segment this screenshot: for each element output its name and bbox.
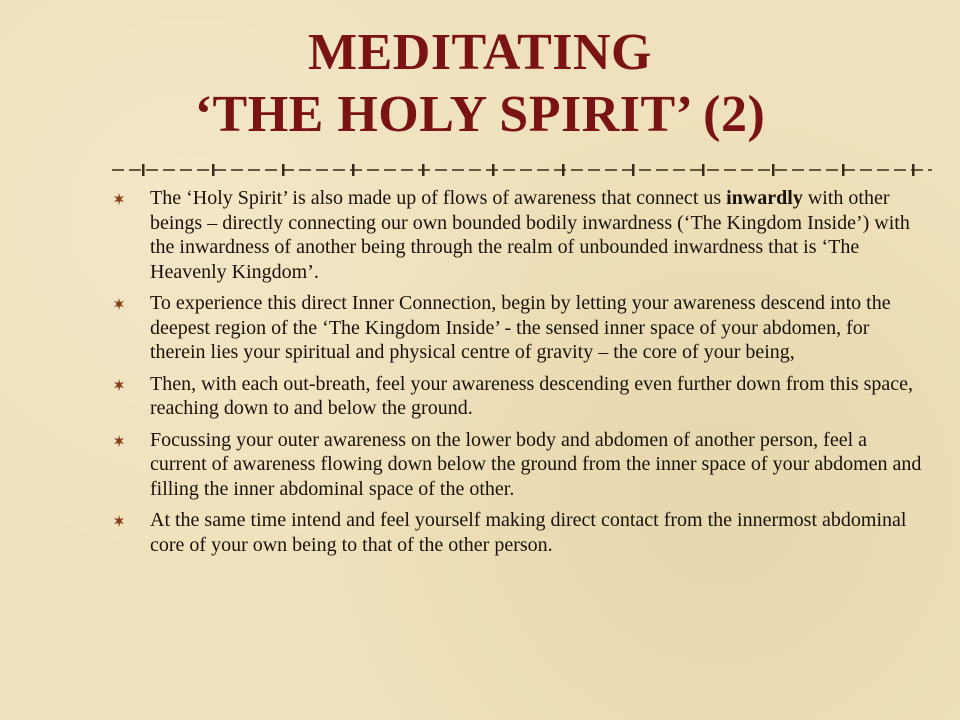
flourish-bullet-icon [112,434,126,448]
divider-line-icon [112,162,932,178]
bullet-bold-word: inwardly [726,187,803,209]
bullet-item [112,186,922,284]
title-line-1: MEDITATING [308,24,652,81]
flourish-bullet-icon [112,297,126,311]
bullet-list [112,186,922,564]
slide-title [0,22,960,146]
bullet-text-part: The ‘Holy Spirit’ is also made up of flows of awareness that connect us [150,187,727,209]
bullet-item [112,372,922,421]
bullet-text: To experience this direct Inner Connection, begin by letting your awareness descend into the deepest region of the ‘The Kingdom Inside’ - the sensed inner space of your abdomen, for therein lies your spiritual and physical centre of gravity – the core of your being, [150,292,891,363]
bullet-text: At the same time intend and feel yourself making direct contact from the innermost abdominal core of your own being to that of the other person. [150,509,907,556]
decorative-divider [112,162,932,178]
bullet-item [112,428,922,502]
flourish-bullet-icon [112,192,126,206]
bullet-text: Then, with each out-breath, feel your awareness descending even further down from this space, reaching down to and below the ground. [150,372,914,419]
flourish-bullet-icon [112,378,126,392]
bullet-item [112,508,922,557]
title-line-2: ‘THE HOLY SPIRIT’ (2) [194,86,766,143]
bullet-text-part: with other beings – directly connecting our own bounded bodily inwardness (‘The Kingdom Inside’) with the inwardness of another being through the realm of unbounded inwardness that is ‘The Heavenly Kingdom’. [150,187,910,283]
bullet-item [112,291,922,365]
flourish-bullet-icon [112,514,126,528]
bullet-text: Focussing your outer awareness on the lower body and abdomen of another person, feel a current of awareness flowing down below the ground from the inner space of your abdomen and filling the inner abdominal space of the other. [150,428,922,500]
